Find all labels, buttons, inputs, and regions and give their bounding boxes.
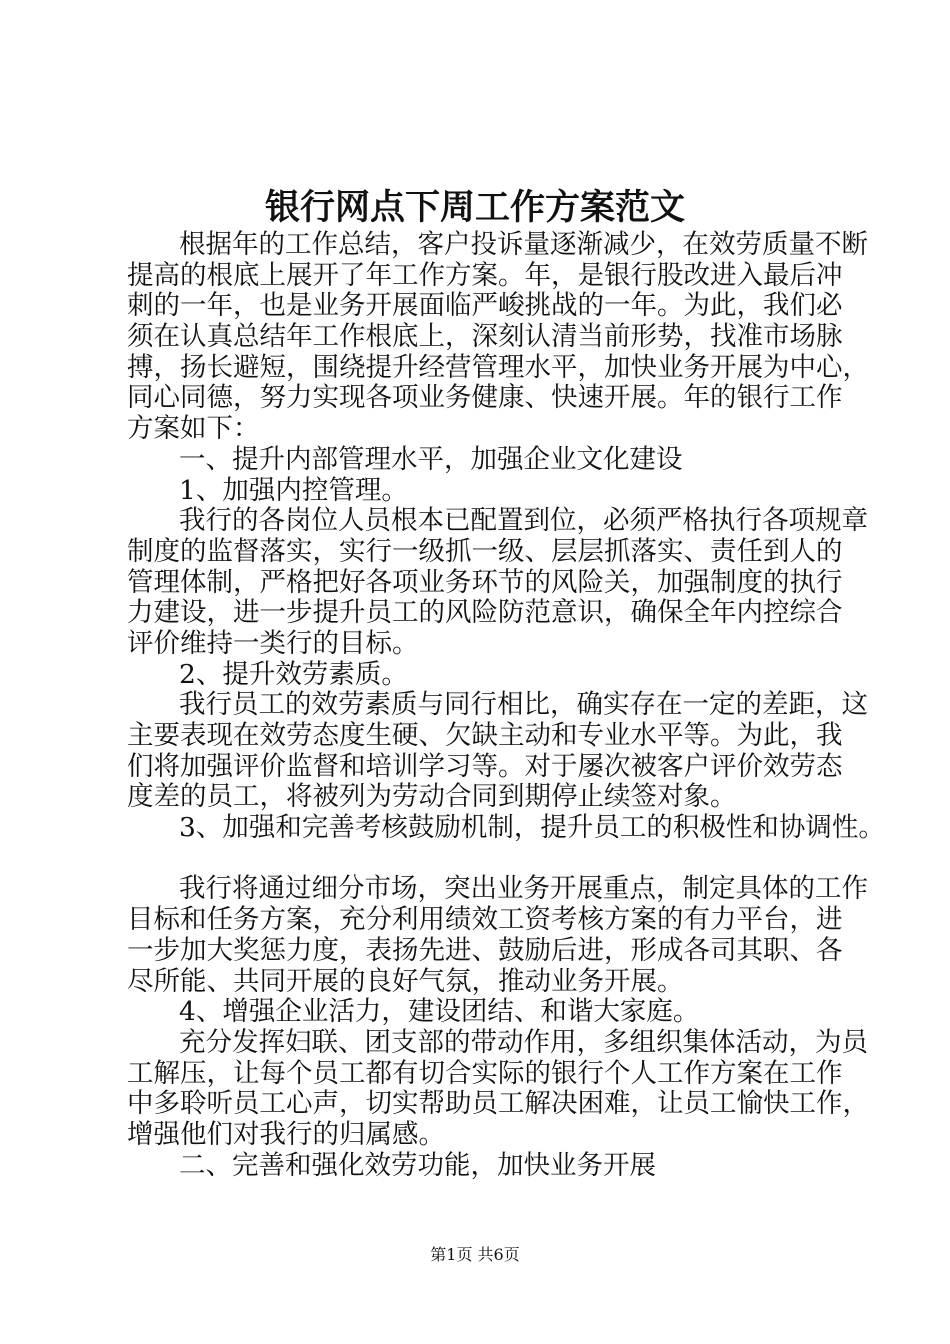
- document-title: 银行网点下周工作方案范文: [264, 187, 685, 228]
- paragraph: [127, 690, 887, 813]
- text-line: 增强他们对我行的归属感。: [127, 1118, 445, 1150]
- paragraph: [127, 445, 887, 476]
- paragraph: [127, 476, 887, 507]
- paragraph: [127, 874, 887, 997]
- paragraph: [127, 660, 887, 691]
- paragraph: [127, 230, 887, 445]
- text-line: 我行的各岗位人员根本已配置到位，必须严格执行各项规章: [179, 505, 868, 537]
- text-line: 评价维持一类行的目标。: [127, 627, 419, 659]
- text-line: 一、提升内部管理水平，加强企业文化建设: [179, 443, 683, 475]
- text-line: 须在认真总结年工作根底上，深刻认清当前形势，找准市场脉: [127, 321, 843, 353]
- text-line: 制度的监督落实，实行一级抓一级、层层抓落实、责任到人的: [127, 535, 843, 567]
- text-line: 根据年的工作总结，客户投诉量逐渐减少，在效劳质量不断: [179, 229, 868, 260]
- text-line: 二、完善和强化效劳功能，加快业务开展: [179, 1149, 656, 1181]
- text-line: 中多聆听员工心声，切实帮助员工解决困难，让员工愉快工作，: [127, 1088, 869, 1120]
- text-line: 我行员工的效劳素质与同行相比，确实存在一定的差距，这: [179, 689, 868, 721]
- text-line: 管理体制，严格把好各项业务环节的风险关，加强制度的执行: [127, 566, 843, 598]
- paragraph: [127, 506, 887, 659]
- text-line: 刺的一年，也是业务开展面临严峻挑战的一年。为此，我们必: [127, 290, 843, 322]
- document-body: [127, 230, 887, 1181]
- text-line: 我行将通过细分市场，突出业务开展重点，制定具体的工作: [179, 873, 868, 905]
- text-line: 力建设，进一步提升员工的风险防范意识，确保全年内控综合: [127, 597, 843, 629]
- text-line: 度差的员工，将被列为劳动合同到期停止续签对象。: [127, 781, 737, 813]
- text-line: 目标和任务方案，充分利用绩效工资考核方案的有力平台，进: [127, 904, 843, 936]
- text-line: 工解压，让每个员工都有切合实际的银行个人工作方案在工作: [127, 1057, 843, 1089]
- paragraph: [127, 997, 887, 1028]
- text-line: 3、加强和完善考核鼓励机制，提升员工的积极性和协调性。: [179, 812, 885, 844]
- paragraph: [127, 1151, 887, 1182]
- text-line: 同心同德，努力实现各项业务健康、快速开展。年的银行工作: [127, 382, 843, 414]
- text-line: 一步加大奖惩力度，表扬先进、鼓励后进，形成各司其职、各: [127, 934, 843, 966]
- text-line: 1、加强内控管理。: [179, 474, 408, 506]
- text-line: [127, 844, 887, 875]
- paragraph: [127, 1028, 887, 1151]
- text-line: 2、提升效劳素质。: [179, 658, 408, 690]
- text-line: 提高的根底上展开了年工作方案。年，是银行股改进入最后冲: [127, 259, 843, 291]
- text-line: 主要表现在效劳态度生硬、欠缺主动和专业水平等。为此，我: [127, 720, 843, 751]
- page-footer: 第1页 共6页: [430, 1245, 520, 1264]
- text-line: 尽所能、共同开展的良好气氛，推动业务开展。: [127, 965, 684, 997]
- text-line: 4、增强企业活力，建设团结、和谐大家庭。: [179, 996, 700, 1028]
- text-line: 们将加强评价监督和培训学习等。对于屡次被客户评价效劳态: [127, 750, 843, 782]
- paragraph: [127, 813, 887, 874]
- text-line: 充分发挥妇联、团支部的带动作用，多组织集体活动，为员: [179, 1026, 868, 1058]
- text-line: 方案如下：: [127, 413, 260, 445]
- text-line: 搏，扬长避短，围绕提升经营管理水平，加快业务开展为中心，: [127, 351, 869, 383]
